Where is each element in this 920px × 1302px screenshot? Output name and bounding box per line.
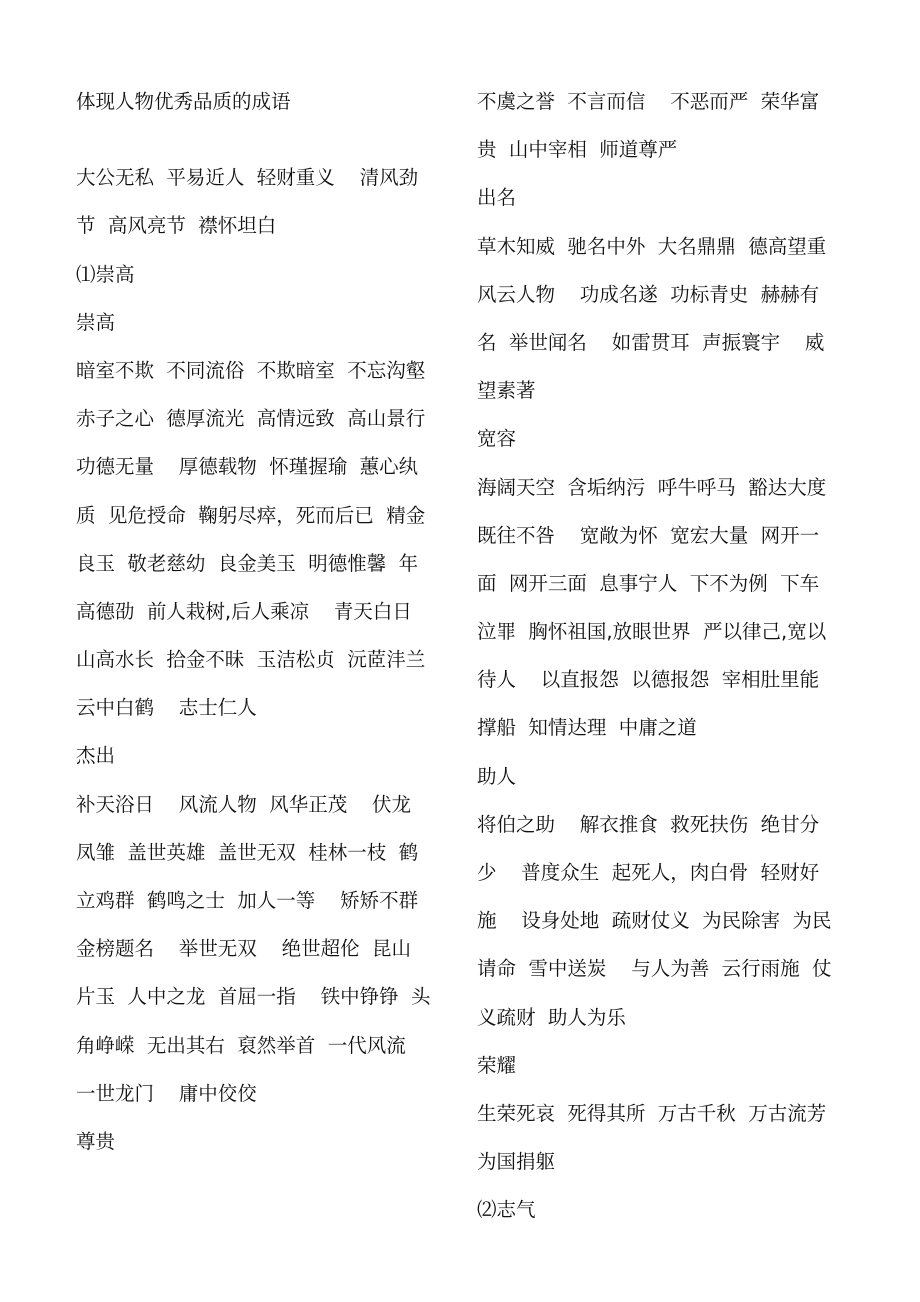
text-line: 生荣死哀 死得其所 万古千秋 万古流芳 [477,1101,827,1125]
text-line: 名 举世闻名 如雷贯耳 声振寰宇 威 [477,330,825,354]
right-column [477,78,862,1235]
text-line: 面 网开三面 息事宁人 下不为例 下车 [477,571,820,595]
document-title: 体现人物优秀品质的成语 [76,90,291,113]
text-line: 既往不咎 宽敞为怀 宽宏大量 网开一 [477,523,820,547]
text-line: 请命 雪中送炭 与人为善 云行雨施 仗 [477,957,832,981]
text-line: 一世龙门 庸中佼佼 [76,1081,257,1105]
text-line: 赤子之心 德厚流光 高情远致 高山景行 [76,407,426,431]
text-line: 良玉 敬老慈幼 良金美玉 明德惟馨 年 [76,551,419,575]
text-line: 金榜题名 举世无双 绝世超伦 昆山 [76,937,411,961]
section-heading: ⑵志气 [477,1198,536,1222]
text-line: 施 设身处地 疏财仗义 为民除害 为民 [477,909,832,933]
text-line: 义疏财 助人为乐 [477,1005,626,1029]
text-line: 凤雏 盖世英雄 盖世无双 桂林一枝 鹤 [76,840,419,864]
text-line: 贵 山中宰相 师道尊严 [477,138,678,162]
text-line: 暗室不欺 不同流俗 不欺暗室 不忘沟壑 [76,358,426,382]
left-column [76,78,461,1166]
blank-line [76,126,461,154]
subsection-heading: 出名 [477,186,517,210]
text-line: 为国捐躯 [477,1150,556,1174]
text-line: 泣罪 胸怀祖国,放眼世界 严以律己,宽以 [477,620,827,644]
text-line: 海阔天空 含垢纳污 呼牛呼马 豁达大度 [477,475,827,499]
text-line: 片玉 人中之龙 首屈一指 铁中铮铮 头 [76,985,431,1009]
text-line: 云中白鹤 志士仁人 [76,696,257,720]
text-line: 少 普度众生 起死人，肉白骨 轻财好 [477,861,820,884]
text-line: 补天浴日 风流人物 风华正茂 伏龙 [76,792,411,816]
text-line: 质 见危授命 鞠躬尽瘁，死而后已 精金 [76,503,426,527]
subsection-heading: 崇高 [76,310,116,334]
text-line: 高德劭 前人栽树,后人乘凉 青天白日 [76,599,412,623]
text-line: 角峥嵘 无出其右 裒然举首 一代风流 [76,1033,406,1057]
subsection-heading: 助人 [477,764,517,788]
text-line: 山高水长 拾金不昧 玉洁松贞 沅茝沣兰 [76,648,426,672]
text-line: 望素著 [477,379,536,403]
text-line: 节 高风亮节 襟怀坦白 [76,214,277,238]
text-line: 立鸡群 鹤鸣之士 加人一等 矫矫不群 [76,889,419,912]
text-line: 待人 以直报怨 以德报怨 宰相肚里能 [477,668,820,692]
text-line: 草木知威 驰名中外 大名鼎鼎 德高望重 [477,234,827,258]
text-line: 撑船 知情达理 中庸之道 [477,716,697,740]
text-line: 不虞之誉 不言而信 不恶而严 荣华富 [477,90,820,113]
subsection-heading: 荣耀 [477,1053,517,1077]
subsection-heading: 尊贵 [76,1129,116,1153]
text-line: 功德无量 厚德载物 怀瑾握瑜 蕙心纨 [76,455,419,479]
text-line: 大公无私 平易近人 轻财重义 清风劲 [76,166,419,190]
text-line: 将伯之助 解衣推食 救死扶伤 绝甘分 [477,812,820,836]
subsection-heading: 宽容 [477,427,517,451]
section-heading: ⑴崇高 [76,262,135,286]
text-line: 风云人物 功成名遂 功标青史 赫赫有 [477,282,820,306]
subsection-heading: 杰出 [76,744,116,768]
